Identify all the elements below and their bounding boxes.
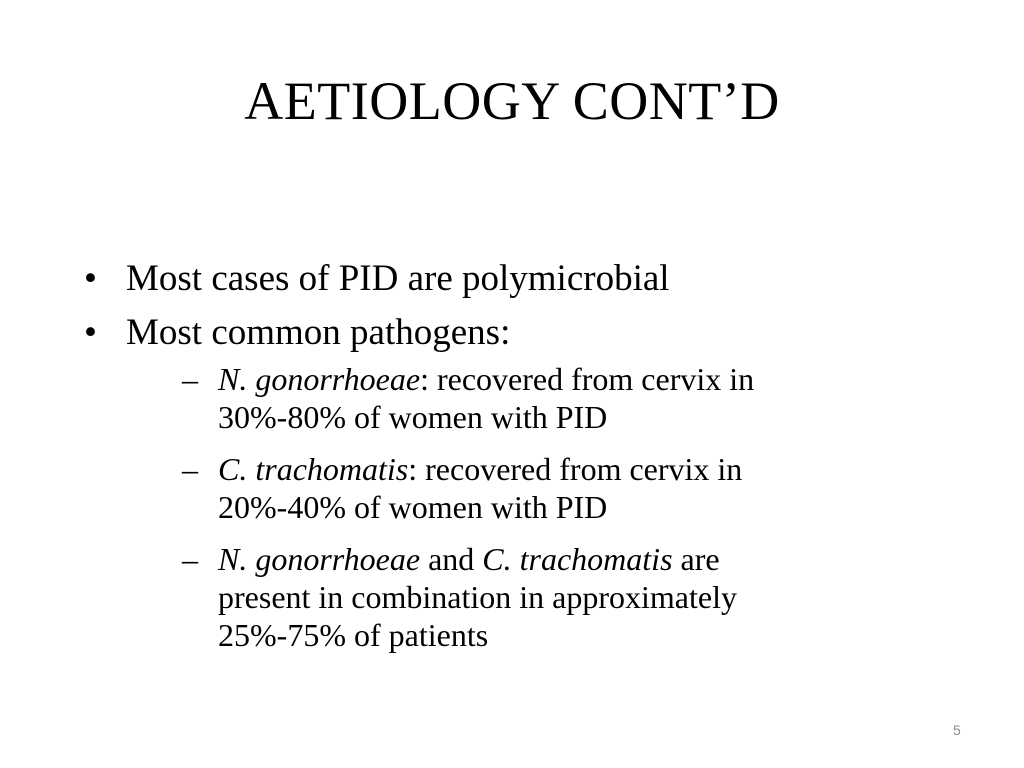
slide-title: AETIOLOGY CONT’D [244,71,780,131]
bullet-marker: • [84,258,97,299]
bullet-list [80,252,980,668]
dash-marker: – [182,541,198,577]
sub-bullet-item [126,540,980,654]
pathogen-name: N. gonorrhoeae [218,541,421,577]
bullet-item [80,306,980,654]
sub-bullet-line: 20%-40% of women with PID [218,489,608,525]
sub-bullet-line: 30%-80% of women with PID [218,399,608,435]
sub-bullet-item [126,450,980,526]
sub-bullet-item [126,360,980,436]
sub-bullet-text: are [672,541,720,577]
sub-bullet-text: and [420,541,483,577]
sub-bullet-line: 25%-75% of patients [218,617,489,653]
bullet-text: Most cases of PID are polymicrobial [126,258,670,299]
sub-bullet-line [218,540,980,578]
sub-bullet-line: present in combination in approximately [218,579,737,615]
sub-bullet-line [218,360,980,398]
bullet-text: Most common pathogens: [126,312,511,353]
bullet-marker: • [84,312,97,353]
sub-bullet-list [126,360,980,654]
sub-bullet-text: : recovered from cervix in [420,361,755,397]
pathogen-name: C. trachomatis [482,541,673,577]
pathogen-name: N. gonorrhoeae [218,361,421,397]
pathogen-name: C. trachomatis [218,451,409,487]
page-number: 5 [953,722,961,738]
dash-marker: – [182,361,198,397]
sub-bullet-text: : recovered from cervix in [408,451,743,487]
sub-bullet-line [218,450,980,488]
bullet-item [80,252,980,306]
dash-marker: – [182,451,198,487]
